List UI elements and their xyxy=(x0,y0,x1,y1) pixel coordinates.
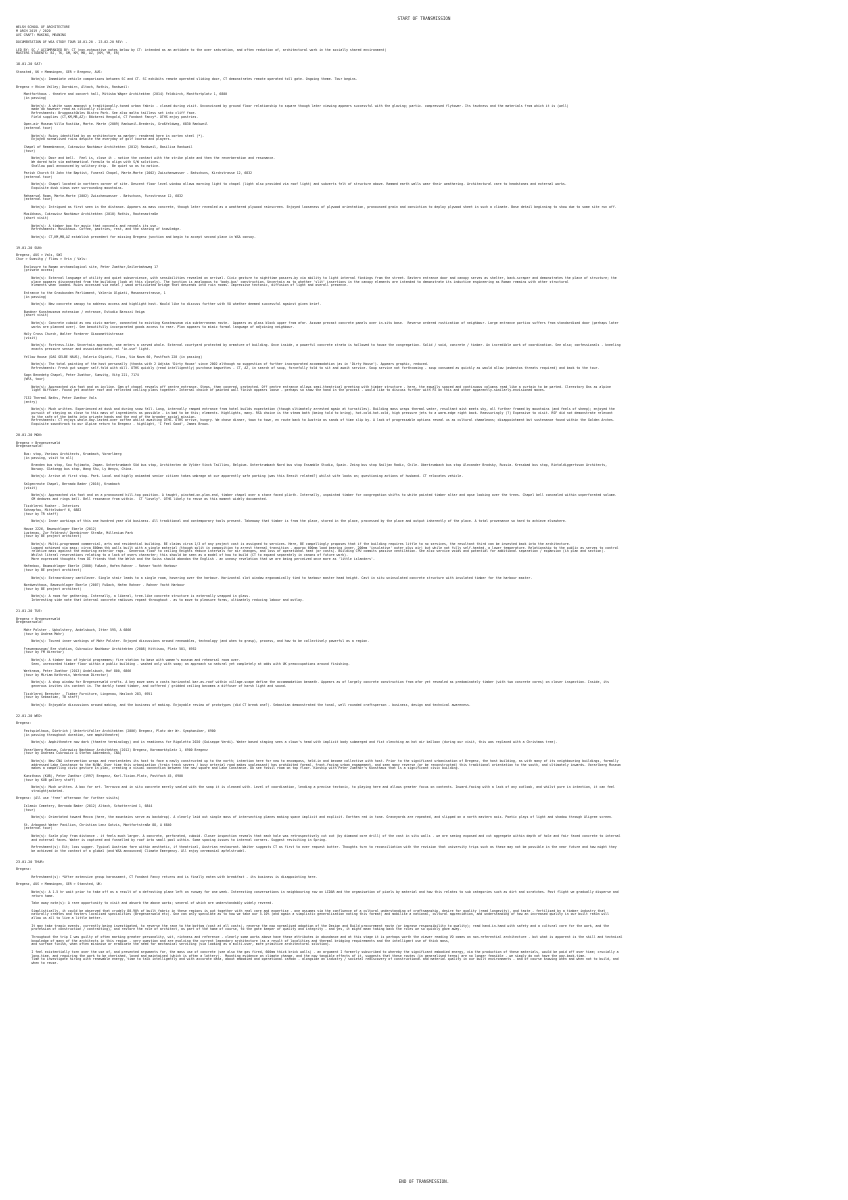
entry-line: Bregenz, AUS > Vals, SWI xyxy=(16,253,63,258)
entry-line: Note(s): Concrete cuboid as new civic marker, connected to existing Kunstmuseum via subterranean route. Appears as glass block upper from afar. Assume precast concrete panels over in-situ base. Reverse ordered rustication of neighbour. Large entrance portico suffers from standardised door (perhaps later xyxy=(16,320,619,325)
entry-line: pursuit of staying as close to this mass of ingredients as possible - in bad to be this; elements. Highlights, many. RSA choice is the steam bath (being told to bring), hot-cold-hot-cold, high pressure jets to a warm-edge right back. Reassuringly (?) Expensive to visit. RSF did not demonstrate relevant xyxy=(16,410,613,415)
entry-line: Note(s): A timber box for music that conceals and reveals its use. xyxy=(16,223,159,228)
spacer xyxy=(16,708,832,715)
entry-line: Bregenz: xyxy=(16,867,32,872)
entry-line: Field supplies (CT,KM,MB,AZ): Bäckerei Hengold, CT Fondant Fancy*. OTHS enjoy pastries. xyxy=(16,114,199,119)
entry-line: Bregenzerwald: xyxy=(16,444,43,449)
entry-line: Bregenz > Rhine Valley; Dornbirn, Altach, Rothis, Rankweil: xyxy=(16,84,130,89)
entry-line: and external faces. Water is captured and funnelled by roof into small pool within. Some spacing issues to internal corners. Suggest revisiting in Spring. xyxy=(16,837,327,842)
entry-line: Note(s): Door and bell. Feel is, close it - notice the contact with the strike plate and then the reverberation and resonance. xyxy=(16,156,276,160)
entry-line: Note(s): Much written. A box for art. Terrazzo and in situ concrete merely sealed with the soap it is cleaned with. Level of coordination, lending a precise tectonic, to playing here and allows greater focus on contents. Inward-facing with a lack of any outlook, and whilst pure in intention, it can feel xyxy=(16,785,615,789)
entry-line: (tour by Andrea Mohr) xyxy=(16,631,64,636)
header-meta-line: DOCUMENTATION OF WSA STUDY TOUR 18.01.20 - 23.02.20 REV: - xyxy=(16,40,128,44)
entry-line: (short visit) xyxy=(16,216,49,220)
day-section xyxy=(16,610,832,715)
entry-line: generous invites its content in. The darkly toned timber, and coffered / gridded ceiling becomes a diffuser of harsh light and sound. xyxy=(16,684,287,688)
day-section xyxy=(16,63,832,247)
spacer xyxy=(16,966,832,973)
entry-line: Refreshments: CT enjoys whole-day-lasted-over coffee whilst awaiting OTHS. OTHS arrive, hungry. We chase dinner, town to town, en route back to Austria as sands of time slip by. A lack of progressable options reveal us as cultural chameleons; disappointment but sustenance found within the Golden Arches. xyxy=(16,418,615,423)
entry-line: Note(s): The total painting of the host personally (thanks with 2 Adjska 'Dirty House' since 2002 although no suggestion of further incorporated accommodation (as in 'Dirty House'). Appears graphic, reduced. xyxy=(16,362,429,366)
entry-line: Bus: stop, Various Architects, Krumbach, Vorarlberg xyxy=(16,451,122,456)
entry-line: Note(s): Scale play from distance - it feels much larger. A concrete, perforated, cuboid. Closer inspection reveals that each hole was retrospectively cut out (by diamond core drill) of the cast in situ walls - we are seeing exposed and cut aggregate within depth of hole and fair faced concrete to internal xyxy=(16,833,621,838)
spacer xyxy=(16,56,832,63)
entry-line: Time to investigate hiring with renewable energy, time to talk intelligently and with accurate data, about embodied and operational carbon - alongside an industry / societal rediscovery of constructional and material quality in our built environments - and of course knowing when and when not to build, and xyxy=(16,957,619,962)
entry-line: Bregenz > Bregenzerwald xyxy=(16,616,61,621)
entry-line: Yellow House (DAS GELBE HAUS), Valerio Olgiati, Flims, Via Nova 60, PostFach 220 (in passing) xyxy=(16,354,203,359)
entry-line: Festspielhaus, Dietrich | Untertrifaller Architekten (2006) Bregenz, Platz der Wr. Symphoniker, 6900 xyxy=(16,728,216,733)
entry-line: (tour by Sebastian, TB staff) xyxy=(16,695,80,700)
entry-line: Note(s): Fortress-like. Uncertain approach, one enters a carved whole. External courtyard protected by armature of building. Once inside, a powerful concrete strata is hollowed to house the congregation. Solid / void, concrete / timber. An incredible work of coordination. See also; confessionals - kneeling xyxy=(16,343,621,348)
entry-line: Note(s): Approached via foot and on incline. Gem of chapel reveals off centre entrance. Steps, then covered, protected. Off centre entrance allows semi-theatrical greeting with timber structure - here, the equally spaced and continuous columns read like a curtain to be parted. Clerestory 8ns as alpine xyxy=(16,384,611,389)
entry-line: (tour by FM director) xyxy=(16,650,64,655)
entry-line: (tour) xyxy=(16,807,36,812)
entry-line: return home. xyxy=(16,893,55,898)
entry-line: Throughout the trip I was guilty of often marking greater personality, wit, richness and reference - clearly some works above have these attributes in abundance and at this stage it is perhaps worth the viewer reading VO comes on non-referential architecture - but what is apparent is the skill and technical xyxy=(16,934,623,939)
entry-line: Note(s): New concrete canopy to address access and highlight host. Would like to discuss further with VO whether deemed successful against given brief. xyxy=(16,302,322,306)
day-section xyxy=(16,715,832,861)
entry-line: Nordwesthaus, Baumschlager Eberle (2007) Fußach, Hafen Rohner - Rohner Yacht Harbour xyxy=(16,583,185,587)
entry-line: House 2226, Baumschlager Eberle (2012) xyxy=(16,526,97,531)
header-meta-line: WELSH SCHOOL OF ARCHITECTURE xyxy=(16,25,70,29)
entry-line: addressed Lake Constance to the N/NW. Over time this urbanisation (train track severs / busy arterial road makes unpleasant) has prohibited formal, front-facing urban engagement, and seen many reverse (or be reconstructed) this traditional orientation to the south, and ultimately inwards. Vorarlberg Museum xyxy=(16,762,621,767)
entry-line: (in passing, visit to all) xyxy=(16,455,74,460)
entry-line: Note(s): Toured inner workings of Mohr Polster. Enjoyed discussions around renewables, technology (and when to grasp), process, and how to be collectively powerful as a region. xyxy=(16,639,370,643)
entry-line: Refreshment(s): *After extensive group harassment, CT Fondant Fancy returns and is finally eaten with breakfast - its business is disappointing here. xyxy=(16,874,318,879)
entry-line: (external tour) xyxy=(16,174,53,179)
entry-line: enacts pressure sensor and associated external "in-use" light. xyxy=(16,347,151,351)
entry-line: Note(s): A white swan amongst a traditionally-toned urban fabric - closed during visit. Unconvinced by ground floor relationship to square though later viewing appears successful with the glazing; partic. compressed flytower. Its tautness and the materials from which it is (well) xyxy=(16,103,569,108)
day-date-heading: 19.01.20 SUN: xyxy=(16,245,43,250)
entry-line: long-time, and requiring the work to be cherished, loved and maintained (which is often a lottery). Mounting evidence on climate change, and the now tangible effects of it, suggests that these routes (in generalised terms) are no longer feasible - we simply do not have the pay-back-time. xyxy=(16,953,586,958)
entry-line: GM dedaves and rings bell. Bell resonance from within. CT "Lovely". OTHS likely to reuse as this moment widely documented. xyxy=(16,496,268,501)
entry-line: and surface finish, when often minimise or eradicate the need for mechanical servicing (via looking as a multi-user, more primitive architectural solution). xyxy=(16,942,331,947)
entry-line: Tischlerei Rusher - Interiors xyxy=(16,504,80,509)
entry-line: Note(s): Immediate vehicle comparisons between SC and CT. SC exhibits remote operated sliding door, CT demonstrates remote operated toll gate. Ongoing theme. Tour begins. xyxy=(16,77,358,82)
entry-line: Bregenz: xyxy=(16,721,32,726)
entry-line: (in passing) xyxy=(16,294,47,299)
day-section xyxy=(16,434,832,610)
entry-line: (external tour) xyxy=(16,126,53,130)
header-meta-line: MASTERS STUDENTS: BJ, TK, GM, KM, MB, AZ, (KM, YM, ER) xyxy=(16,51,120,56)
entry-line: 7132 Thermal Baths, Peter Zumthor Vals xyxy=(16,395,97,400)
entry-line: Bregenz, AUS > Memmingen, GER > Stansted, UK: xyxy=(16,882,103,887)
entry-line: straightjacketed. xyxy=(16,788,64,793)
entry-line: Note(s): Chapel located in northern corner of site. Descent floor level window allows morning light to chapel (light also provided via roof light) and subverts felt of structure above. Rammed earth walls wear their weathering. Architectural care to headstones and external works. xyxy=(16,182,567,187)
start-of-transmission: START OF TRANSMISSION xyxy=(397,16,451,21)
document-header-meta xyxy=(16,26,832,56)
entry-line: Note(s): A timber box of hybrid programmes; fire station to base with women's museum and rehearsal room over. xyxy=(16,657,241,662)
entry-line: when to reuse. xyxy=(16,961,59,965)
entry-line: Simplistically, it could be observed that crudely 80-90% of built fabric in these regions is put together with real care and expertise - one assumes via the confluence of a cultural understanding of craftsmanship, desire for quality (read longevity), and taste - fertilised by a timber industry that xyxy=(16,908,606,913)
entry-line: Note(s): Approached via foot and on a pronounced hill-top position. A taught, pinched-on-plan-end, timber chapel over a stone faced plinth. Internally, unpainted timber for congregation shifts to white painted timber altar and apse looking over the trees. Chapel bell concealed within unperforated volume. xyxy=(16,493,617,497)
entry-line: (tour by BE project architect) xyxy=(16,586,82,591)
entry-line: Interesting side note that internal concrete radiuses repeat throughout - as to move to pleasure forms, ultimately reducing labour and outlay. xyxy=(16,598,304,602)
entry-line: Mohr Polster - Upholstery, Andelsbuch, Itter 595, A 6866 xyxy=(16,627,132,632)
day-date-heading: 23.01.20 THUR: xyxy=(16,859,45,864)
header-meta-line: AVI CRAFT: MAKING, MEANING xyxy=(16,32,66,37)
entry-line: Enclosure to Roman archaeological site, Peter Zumthor,Seilerbahnweg 17 xyxy=(16,264,159,269)
entry-line: Note(s): Extraordinary cantilever. Single stair leads to a single room, hovering over the harbour. Horizontal slot window ergonomically tied to harbour master head height. Cast in situ uninsulated concrete structure with insulated timber for the harbour master. xyxy=(16,575,533,580)
entry-line: (external tour) xyxy=(16,197,53,202)
entry-line: Note(s): Amphitheatre now dark (theatre terminology) and in readiness for Rigoletto 2020 (Guiseppe Verdi). Water based staging sees a clown's head with implicit body submerged and fist clenching an hot air balloon (during our visit, this was replaced with a Christmas tree). xyxy=(16,740,558,744)
entry-line: Holy Cross Church, Walter Forderer Giacomettistrasse xyxy=(16,332,124,336)
entry-line: (tour by BE project architect) xyxy=(16,534,82,539)
entry-line: Note(s): External language of utility and quiet subservience, with sensibilities revealed on arrival. Civic gesture to nighttime passers-by via ability to light internal findings from the street. Eastern entrance door and canopy serves as shelter, back-scraper and demonstrates the place of structure; the xyxy=(16,275,617,280)
entry-line: (external tour) xyxy=(16,826,53,831)
entry-line: Note(s): A room for gathering. Internally, a liberal, tree-like concrete structure is externally wrapped in glass. xyxy=(16,594,251,599)
entry-line: Musikhaus, Cukrowicz Nachbaur Architekten (2010) Rothis, Rautenastraße xyxy=(16,212,159,217)
entry-line: Bregenz: (All use 'free' afternoon for further visits) xyxy=(16,796,120,801)
entry-line: Werkraum, Peter Zumthor (2013) Andelsbuch, Hof 800, 6866 xyxy=(16,669,132,673)
entry-line: Entrance to the Graubunden Parliament, Valerio Olgiati, Masanserstrasse, 1 xyxy=(16,290,166,295)
entry-line: Refreshments: Fresh gut sauger self-fold with dill. OTHS quickly (read intelligently) purchase baguettes - CT, AZ, in search of soup, forcefully told to sit and await service. Soup service not forthcoming - soup consumed as quickly as would allow (asbestos threats required) and back to the tour. xyxy=(16,365,600,370)
entry-line: (tour by KUB gallery staff) xyxy=(16,777,76,782)
entry-line: Chur > Sumvitg / Flims > Vrin / Vals: xyxy=(16,257,88,261)
entry-line: (in passing) xyxy=(16,96,47,100)
itinerary-days xyxy=(16,63,832,973)
entry-line: Bregenzerwald: xyxy=(16,620,43,625)
entry-line: Chapel of Remembrance, Cukrowicz Nachbaur Architekten (2012) Rankweil, Basilica Rankweil xyxy=(16,144,193,149)
entry-line: (private access) xyxy=(16,268,55,273)
entry-line: relative mass against the enduring exterior rags. Generous floor to ceiling heights reduce intervals for air changes, and loss of operational heat (or costs). Building CPU commits passive ventilation. See also service voids and potential for additional separation / expansion (in plan and section). xyxy=(16,549,606,554)
entry-line: (visit) xyxy=(16,335,38,340)
entry-line: makes a compelling civic gesture in plan, creating a visual connection between the new square and Lake Constance. Do see fossil room on top floor. Kinship with Peter Zumthor's Kunsthaus that is a significant civic building. xyxy=(16,766,460,771)
entry-line: Lumped achieved via mass; circa 800mm thk walls built with a single material (though split in composition to arrest thermal transition - approx 600mm load bearing inner, 200mm 'insulative' outer plus air) but while not fully self-heated, a lower temperature. Relationship to the public as serves to control xyxy=(16,545,619,550)
spacer xyxy=(16,854,832,861)
entry-line: Frauenmuseum/ Bre station, Cukrowicz Nachbaur Architekten (2008) Hittisau, Platz 501, 6952 xyxy=(16,646,197,651)
entry-line: Vorarlberg Museum, Cukrowicz Nachbaur Architekten (2012) Bregenz, Kornmarktplatz 1, 6900 Bregenz xyxy=(16,747,208,752)
entry-line: works are planned over). See beautifully incorporated goods access to rear. Plan appears to mimic formal language of adjoining neighbour. xyxy=(16,324,295,329)
day-date-heading: 21.01.20 TUE: xyxy=(16,608,43,613)
entry-line: Norway. Glatzegg bus stop, Wang Shu, Ly Wenyu, China. xyxy=(16,466,134,471)
entry-line: Note(s): Ruins identified by an architecture as marker; rendered here in corten steel (*). xyxy=(16,133,205,138)
entry-line: Tischlerei Bereuter - Timber Furniture, Lingenau, Hasloch 283, 6951 xyxy=(16,691,153,696)
entry-line: Take away note(s): A rare opportunity to visit and absorb the above works; several of which are understandably widely revered. xyxy=(16,901,274,905)
entry-line: elements when loaded. Ruins accessed via easel / wood articulated bridge that descends into ruin rooms. Impressive tectonic, diffusion of light and overall presence. xyxy=(16,283,349,288)
entry-line: Note(s): Much written. Experienced at dusk and during snow fall. Long, internally ramped entrance from hotel builds expectation (though ultimately arrested again at turnstiles). Building mass wraps thermal water, resultant mist meets sky, all further framed by mountains (and feels of sheep); enjoyed the xyxy=(16,407,615,411)
entry-line: Parish Church St John the Baptist, Funeral Chapel, Marte.Marte (2002) Zwischenwasser - Batschuns, Kirchstrasse 12, 6832 xyxy=(16,171,253,175)
entry-line: (visit) xyxy=(16,485,38,490)
day-section xyxy=(16,247,832,434)
entry-line: It may take tragic events, currently being investigated, to reverse the race to the bottom (cost at all costs), reverse the now normalised adoption of the Design and Build procurement route (or improve responsibility to quality); read hand-in-hand with safety and a cultural care for the work, and the xyxy=(16,923,609,928)
entry-line: (tour by TR staff) xyxy=(16,511,59,516)
entry-line: Note(s): A shop window for Bregenzerwald crafts. A key move sees a costs horizontal bar-as-roof within village-scape define the accommodation beneath. Appears as of largely concrete construction from afar yet revealed as predominately timber (with two concrete cores) on closer inspection. Inside, its xyxy=(16,680,609,685)
day-section xyxy=(16,861,832,973)
day-date-heading: 18.01.20 SAT: xyxy=(16,62,43,66)
entry-line: Note(s): Enjoyable discussions around making, and the business of making. Enjoyable review of prototypes (did CT break one?). Sebastian demonstrated the tonal, well rounded craftsperson - business, design and technical awareness. xyxy=(16,702,471,707)
entry-line: (entry) xyxy=(16,399,38,404)
entry-line: Stansted, UK > Memmingen, GER > Bregenz, AUS: xyxy=(16,69,103,74)
entry-line: profession of construction / contracting), and restore the role of architect, as part of the home of course, to the gate keeper of quality and integrity - and yes, it might mean taking back the roles we so quickly gave away. xyxy=(16,927,462,932)
entry-line: allow us all to live a little better. xyxy=(16,916,103,920)
entry-line: Sogn Benedetg Chapel, Peter Zumthor, Sumvitg, Vitg 221, 7174 xyxy=(16,373,139,378)
entry-line: Enjoyed normalised ruins despite the everyday of golf course and players. xyxy=(16,137,172,142)
entry-line: light diffuser. Found yet another roof and reflected ceiling plans together. Internal choice of painted wall finish appears loose - perhaps so show the hand in the process - would like to discuss further with PZ on this and other apparently-similarly-envisioned moves. xyxy=(16,388,546,393)
entry-line: Refreshments: Bruggasstübles Bistro Pork. See also malta tailless set into cliff face. xyxy=(16,111,197,115)
document-body xyxy=(16,26,832,973)
entry-line: made do however read as civically clinical. xyxy=(16,107,114,112)
entry-line: Lustenau, Zur Feldrast/ Dornbirner Straße, Millenium Park xyxy=(16,530,134,535)
entry-line: Note(s): CT,KM,MB,AZ establish precedent for missing Bregenz junction and begin to accept second place in WSA convoy. xyxy=(16,234,256,239)
entry-line: Hafenbox, Baumschlager Eberle (2000) Fußach, Hafen Rohner - Rohner Yacht Harbour xyxy=(16,564,178,569)
end-of-transmission: END OF TRANSMISSION. xyxy=(398,1179,450,1184)
day-date-heading: 20.01.20 MON: xyxy=(16,432,43,437)
entry-line: Note(s): Intrigued as first seen in the distance. Appears as mass concrete, though later revealed as a weathered plywood rainscreen. Enjoyed looseness of plywood orientation, pronounced grain and conviction to deploy plywood sheet in such a climate. Base detail beginning to show due to some site run off. xyxy=(16,204,617,209)
entry-line: (WFA, tour) xyxy=(16,377,45,381)
entry-line: (in passing throughout duration, see amphitheatre) xyxy=(16,732,120,737)
entry-line: (tour) xyxy=(16,148,36,153)
entry-line: Exquisite soundtrack to our Alpine return to Bregenz - highlight, 'I Feel Good', James Brown. xyxy=(16,422,210,426)
entry-line: naturally creates and fosters localised specialities (Bregenzerwald etc). One can only speculate as to how we take our 5-10% (and again a simplistic generalisation noting this format) and mobilise a national, cultural appreciation, and understanding of how an increased quality in our built realm will xyxy=(16,912,609,917)
entry-line: Seen, unrecorded timber floor within a public building - washed only with soap; an approach so natural yet completely at odds with UK preoccupations around finishing. xyxy=(16,661,350,666)
header-meta-line: LED BY: SC / ACCOMPANIED BY: CT (non-exhaustive notes below by CT: intended as an antidote to the over saturation, and often reduction of, architectural work in the socially shared environment) xyxy=(16,47,387,52)
entry-line: Note(s): Inner workings of this one hundred year old business. All traditional and contemporary tools present. Takeaway that timber is from the place, stored in the place, processed by the place and output inherently of the place. A total provenance so hard to achieve elsewhere. xyxy=(16,519,567,524)
entry-line: (tour by BE project architect) xyxy=(16,568,82,572)
entry-line: Exquisite dusk views over surrounding mountains. xyxy=(16,186,124,190)
entry-line: knowledge of many of the architects in this region - very question and are evolving the current legendary architecture (as a result of localities and thermal bridging requirements and the intelligent use of thick mass, xyxy=(16,938,450,943)
entry-line: Whilst literal reservations relating to a lack of overs character; this should be seen as a model of how to build (CT to expand separately in canons of future work). xyxy=(16,553,349,557)
entry-line: Bregenz > Bregenzerwald xyxy=(16,440,61,445)
entry-line: Note(s): New CNA intervention wraps and reorientates its host to face a newly constructed up to the north; intention here for new to encompass, held-in and become collective with host. Prior to the significant urbanisation of Bregenz, the host building, as with many of its neighbouring buildings, formally xyxy=(16,758,619,763)
entry-line: Branden bus stop, Sou Fujimoto, Japan. Unterkrumbach Süd bus stop, Architecten de Vylder Vinck Taillieu, Belgium. Unterkrumbach Nord bus stop Ensamble Studio, Spain. Zeing bus stop Smiljan Radic, Chile. Oberkrumbach bus stop Alexander Brodsky, Russia. Kressbad bus stop, Rintaldiggertsson Architects, xyxy=(16,463,608,467)
day-date-heading: 22.01.20 WED: xyxy=(16,713,43,718)
entry-line: More expressed thoughts from DI friends that the Welsh and the Swiss should abandon the English - an uneasy revelation that we are being perceived once more as 'little islanders'. xyxy=(16,556,375,561)
spacer xyxy=(16,240,832,247)
entry-line: Rehearsal Room, Marte.Marte (2002) Zwischenwasser - Batschuns, Furxstrasse 12, 6832 xyxy=(16,193,183,198)
entry-line: Note(s): A 1.5 hr wait prior to take off as a result of a defrosting plane left on runway for one week. Interesting conversations in neighbouring row on LIDAR and the organisation of pixels by material and how this relates to sub categories such as dirt and scratches. Post flight we gradually disperse and xyxy=(16,889,619,894)
entry-line: Islamic Cemetery, Bernado Bader (2012) Altach, Schotterried 1, 6844 xyxy=(16,803,153,808)
entry-line: Montforthaus - theatre and concert hall, Mitiska Wäger Architekten (2014) Feldkirch, Montfortplatz 1, 6800 xyxy=(16,92,228,97)
entry-line: Salgenreute Chapel, Bernado Bader (2016), Krumbach xyxy=(16,481,120,486)
entry-line: Refreshment(s): Eit; loss sugger. Typical Austrian fare within aesthetic, if theatrical, Austrian restaurant. Waiter suggests CT as first to ever request butter. Thoughts turn to reconciliation with the revision that university trips such as these may not be possible in the near future and how might they xyxy=(16,845,617,849)
entry-line: Shallow pool announced by solitary drip. Be quiet so as to notice. xyxy=(16,163,160,168)
entry-line: Kunsthaus (KUB), Peter Zumthor (1997) Bregenz, Karl-Tizian-Platz, Postfach 45, 6900 xyxy=(16,773,183,778)
entry-line: We dared hole via mathematical formula to align with S/W solstices. xyxy=(16,159,160,164)
entry-line: (tour by Andreas Cukrowicz & Stefan Abbredeck, CNA) xyxy=(16,751,122,756)
entry-line: Schnepfau, Mittelsdorf 6, 6882 xyxy=(16,508,82,512)
entry-line: St. Arbogast Water Pavilion, Christian Lenz Gotzis, Montfortstraße 88, A 6840 xyxy=(16,822,172,827)
entry-line: Bundner Kunstmuseum extension / entrance, Estudio Barozzi Veiga xyxy=(16,309,145,314)
entry-line: place appears disconnected from the building (look at this closely). The junction is analogous to 'body-bus' construction. Uncertain as to whether 'slit' insertions in the canopy elements are intended to demonstrate its inductive engineering as Roman remains with other structural xyxy=(16,279,569,284)
entry-line: Note(s): Arrive at first stop. Park. Local and highly animated senior citizen takes umbrage at our apparently safe parking (was this Brexit related?) whilst wife looks on; questioning actions of husband. CT relocates vehicle. xyxy=(16,474,464,479)
entry-line: I feel existentially torn over the use of, and presented arguments for, the mass use of concrete (see also the gas fired, 600mm thick brick walls) - an argument I formerly subscribed to whereby the significant embodied energy, via the production of these materials, would be paid off over time; crucially a xyxy=(16,949,619,954)
header-meta-line: M ARCH 2019 / 2020 xyxy=(16,28,51,33)
entry-line: be achieved in the context of a global (and WSA announced) Climate Emergency. All enjoy ceremonial apfelstrudel. xyxy=(16,848,247,853)
entry-line: (short visit) xyxy=(16,313,49,318)
entry-line: Open-air Museum Villa Rustika, Marte. Marte (2009) Rankweil-Brederis, Großfeldweg, 6830 Rankweil xyxy=(16,122,208,127)
entry-line: to the safe of the baths into private hands and the end of the broader social mission. xyxy=(16,414,197,419)
entry-line: Note(s): Multi-programmed commercial, arts and residential building. BE claims circa 1/3 of any project cost is assigned to services. Here, BE compellingly proposes that if the building requires little to no services, the resultant third can be invested back into the architecture. xyxy=(16,541,571,546)
entry-line: Refreshments: Musikhaus. Coffee, pastries, rest, and the sharing of knowledge. xyxy=(16,227,182,232)
spacer xyxy=(16,427,832,434)
spacer xyxy=(16,603,832,610)
entry-line: (tour by Miriam Kathrein, Werkraum Director) xyxy=(16,672,109,677)
entry-line: Note(s): Orientated toward Mecca (here, the mountains serve as backdrop). A clearly laid out simple mass of intersecting planes making space implicit and explicit. Earthen red in tone. Graveyards are repeated, and slipped on a north eastern axis. Poetic plays of light and shadow through Aligree screen. xyxy=(16,815,613,819)
